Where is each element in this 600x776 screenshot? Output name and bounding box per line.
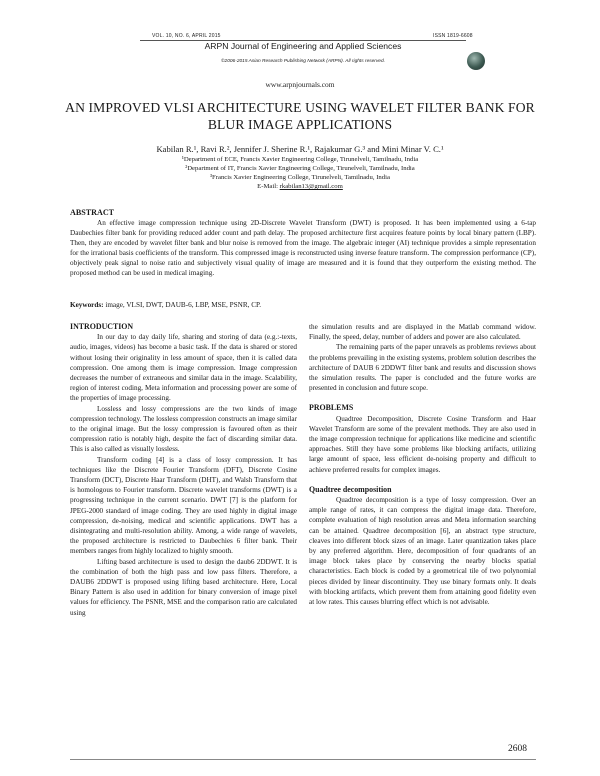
right-paragraph-2: The remaining parts of the paper unravels as problems reviews about the problems prevailing in the existing systems, problem solution describes the architecture of DAUB 6 2DDWT filter bank and results and discussion shows the simulation results. The paper is concluded and the future works are presented in conclusion and future scope. bbox=[309, 343, 536, 393]
volume-info: VOL. 10, NO. 6, APRIL 2015 bbox=[152, 33, 221, 39]
email-line bbox=[60, 183, 540, 192]
journal-url[interactable]: www.arpnjournals.com bbox=[265, 80, 335, 89]
quadtree-heading: Quadtree decomposition bbox=[309, 484, 392, 494]
keywords-label: Keywords: bbox=[70, 301, 104, 309]
problems-heading: PROBLEMS bbox=[309, 403, 354, 413]
quadtree-paragraph: Quadtree decomposition is a type of lossy compression. Over an ample range of rates, it can compress the digital image data. Therefore, complete evaluation of high resolution areas and Meta information searching can be attained. Quadtree decomposition [6], an abstract type structure, cleaves into different block sizes of an image. Later quantization takes place by any preferred algorithm. Here, decomposition of four quadrants of an image block takes place by conserving the nearby blocks spatial characteristics. Each block is coded by a geometrical tile of two polynomial pieces divided by linear discontinuity. They use binary formats only. It deals with blocking artifacts, which prevent them from attaining good fidelity even at low rates. This causes blurring effect which is not advisable. bbox=[309, 496, 536, 607]
email-label: E-Mail: bbox=[257, 183, 280, 190]
affiliation-3: ³Francis Xavier Engineering College, Tirunelveli, Tamilnadu, India bbox=[210, 174, 390, 181]
right-column bbox=[309, 322, 536, 607]
journal-name: ARPN Journal of Engineering and Applied Sciences bbox=[204, 41, 402, 51]
authors: Kabilan R.¹, Ravi R.², Jennifer J. Sherine R.¹, Rajakumar G.³ and Mini Minar V. C.¹ bbox=[156, 144, 444, 154]
left-column bbox=[70, 322, 297, 618]
keywords bbox=[70, 301, 536, 309]
footer-rule bbox=[70, 759, 536, 760]
problems-paragraph: Quadtree Decomposition, Discrete Cosine Transform and Haar Wavelet Transform are some of the prevalent methods. They are also used in the image compression technique for applications like medicine and scientific approaches. Still they have some problems like blocking artifacts, utilizing large amount of space, less efficient de-noising property and difficult to achieve preferred results for complex images. bbox=[309, 414, 536, 474]
intro-paragraph-4: Lifting based architecture is used to design the daub6 2DDWT. It is the combination of both the high pass and low pass filters. Therefore, a DAUB6 2DDWT is proposed using lifting based architecture. Here, Local Binary Pattern is also used in addition for binary conversion of image pixel values for efficiency. The PSNR, MSE and the comparison ratio are calculated using bbox=[70, 557, 297, 617]
intro-paragraph-1: In our day to day daily life, sharing and storing of data (e.g.:-texts, audio, images, videos) has become a basic task. If the data is shared or stored without losing their originality in less amount of space, then it is called data compression. One among them is image compression. Image compression decreases the number of extraneous and similar data in the image. Scalability, region of interest coding, Meta information and processing power are some of the properties of image processing. bbox=[70, 333, 297, 403]
email-link[interactable]: rkabilan13@gmail.com bbox=[279, 183, 343, 190]
page-number: 2608 bbox=[508, 744, 527, 754]
paper-title: AN IMPROVED VLSI ARCHITECTURE USING WAVELET FILTER BANK FOR BLUR IMAGE APPLICATIONS bbox=[65, 100, 535, 132]
keywords-text: image, VLSI, DWT, DAUB-6, LBP, MSE, PSNR, CP. bbox=[103, 301, 262, 309]
arpn-logo-icon bbox=[467, 52, 485, 70]
affiliation-1: ¹Department of ECE, Francis Xavier Engineering College, Tirunelveli, Tamilnadu, India bbox=[181, 156, 419, 163]
abstract-heading: ABSTRACT bbox=[70, 208, 115, 217]
introduction-heading: INTRODUCTION bbox=[70, 322, 134, 331]
intro-paragraph-2: Lossless and lossy compressions are the two kinds of image compression technology. The lossless compression constructs an image similar to the original image. But the lossy compression is favoured often as their compression ratio is notably high, despite the fact of discarding similar data. This is also called as visually lossless. bbox=[70, 404, 297, 454]
abstract-text: An effective image compression technique using 2D-Discrete Wavelet Transform (DWT) is proposed. It has been implemented using a 6-tap Daubechies filter bank for providing reduced adder count and path delay. The proposed architecture first acquires feature points by local binary pattern (LBP). Then, they are encoded by wavelet filter bank and blur noise is removed from the image. The algebraic integer (AI) technique provides a simple representation for the irrational basis coefficients of the transform. This compressed image is reconstructed using inverse feature transform. The compression performance (CP), objectively peak signal to noise ratio and subjectively visual quality of image are measured and it is found that they outperform the existing method. The proposed method can be used in medical imaging. bbox=[70, 219, 536, 277]
issn: ISSN 1819-6608 bbox=[433, 33, 473, 39]
right-paragraph-1: the simulation results and are displayed in the Matlab command widow. Finally, the speed, delay, number of adders and power are also calculated. bbox=[309, 323, 536, 342]
copyright: ©2006-2015 Asian Research Publishing Network (ARPN). All rights reserved. bbox=[221, 59, 385, 64]
intro-paragraph-3: Transform coding [4] is a class of lossy compression. It has techniques like the Discrete Fourier Transform (DFT), Discrete Cosine Transform (DCT), Discrete Haar Transform (DHT), and Walsh Transform that is homologous to Fourier transform. Discrete wavelet transforms (DWT) is a progressing technique in the current scenario. DWT [7] is the platform for JPEG-2000 standard of image coding. They are used highly in digital image compression, de-noising, medical and scientific applications. DWT has a disintegrating and multi-resolution ability. Among, a wide range of wavelets, the proposed architecture is restricted to Daubechies 6 filter bank. Their members ranges from highly localized to highly smooth. bbox=[70, 455, 297, 556]
affiliation-2: ²Department of IT, Francis Xavier Engineering College, Tirunelveli, Tamilnadu, India bbox=[185, 165, 415, 172]
